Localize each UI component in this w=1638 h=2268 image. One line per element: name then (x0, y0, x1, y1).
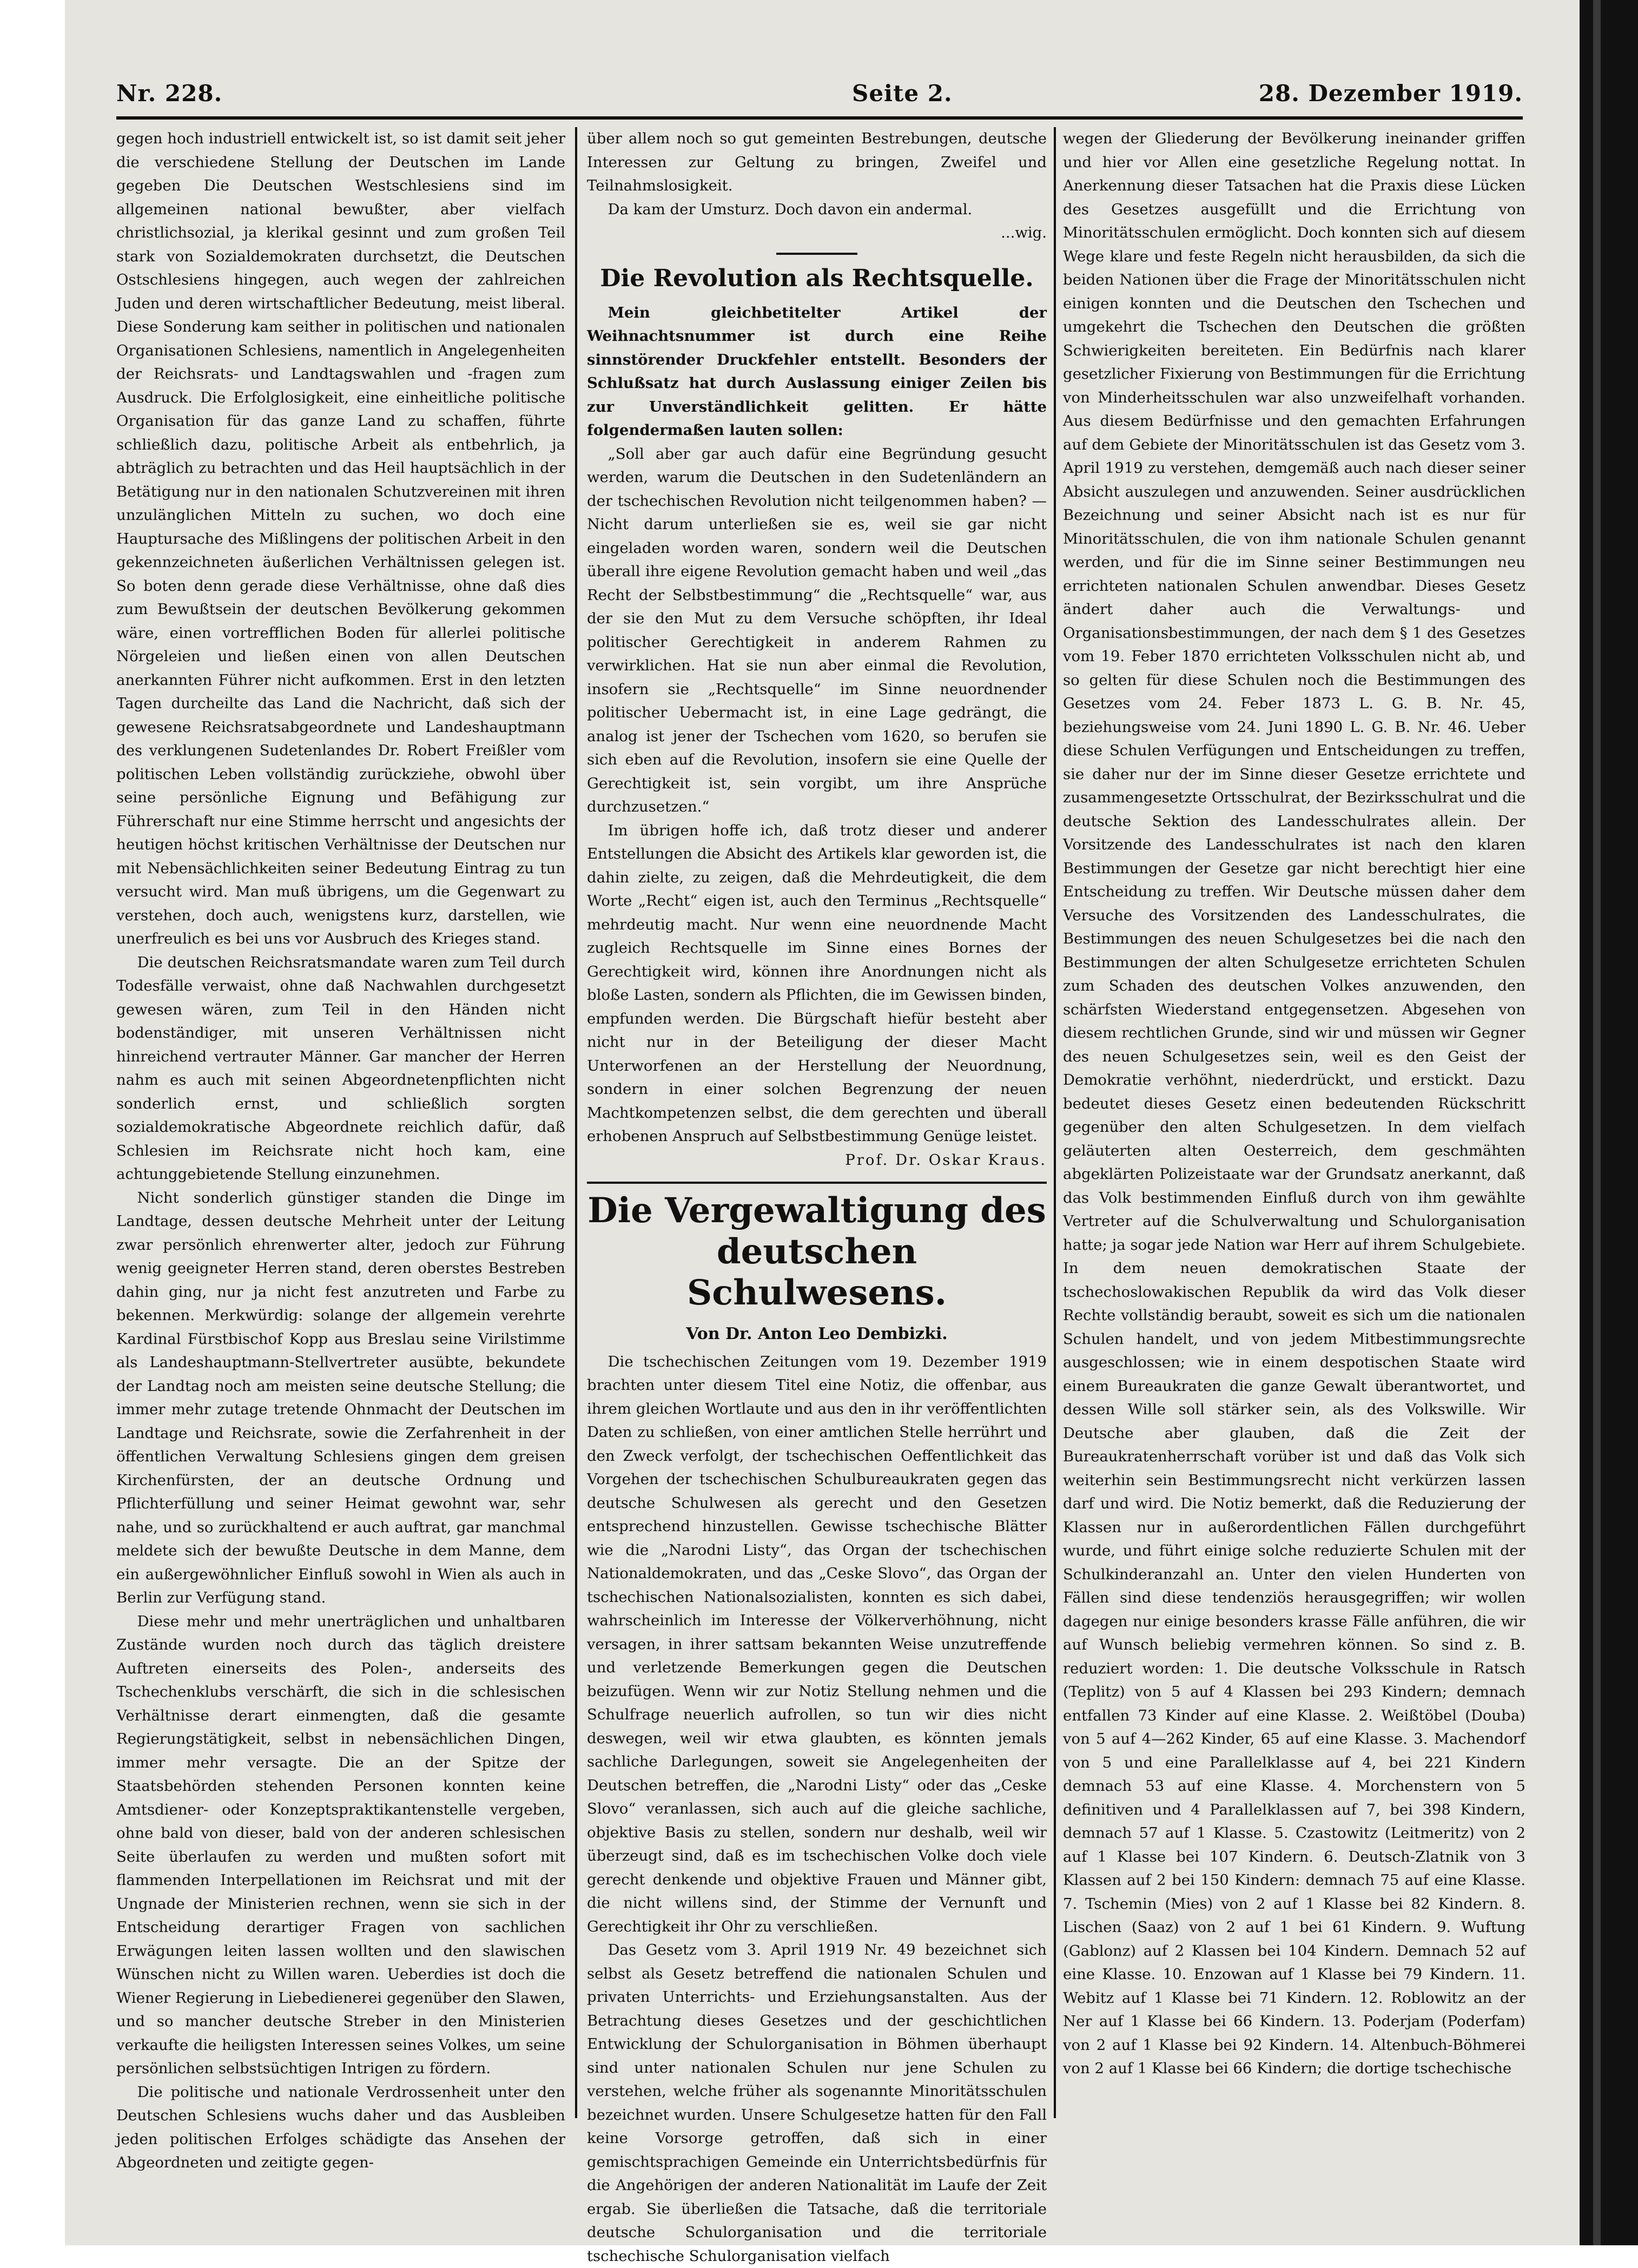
paragraph: Im übrigen hoffe ich, daß trotz dieser und anderer Entstellungen die Absicht des Artikels klar geworden ist, die dahin zielte, zu zeigen, daß die Mehrdeutigkeit, die dem Worte „Recht“ eigen ist, auch den Terminus „Rechtsquelle“ mehrdeutig macht. Nur wenn eine neuordnende Macht zugleich Rechtsquelle im Sinne eines Bornes der Gerechtigkeit wird, können ihre Anordnungen nicht als bloße Lasten, sondern als Pflichten, die im Gewissen binden, empfunden werden. Die Bürgschaft hiefür besteht aber nicht nur in der Beteiligung der dieser Macht Unterworfenen an der Herstellung der Neuordnung, sondern in einer solchen Begrenzung der neuen Machtkompetenzen selbst, die dem gerechten und überall erhobenen Anspruch auf Selbstbestimmung Genüge leistet. (587, 821, 1047, 1145)
scan-edge-right (1580, 0, 1638, 2245)
paragraph: Mein gleichbetitelter Artikel der Weihnachtsnummer ist durch eine Reihe sinnstörender Druckfehler entstellt. Besonders der Schlußsatz hat durch Auslassung einiger Zeilen bis zur Unverständlichkeit gelitten. Er hätte folgendermaßen lauten sollen: (587, 304, 1047, 439)
issue-date: 28. Dezember 1919. (1258, 80, 1523, 107)
paragraph: Da kam der Umsturz. Doch davon ein andermal. (607, 200, 973, 218)
scan-edge-shadow (1593, 0, 1601, 2245)
paragraph: Die politische und nationale Verdrossenheit unter den Deutschen Schlesiens wuchs daher und das Ausbleiben jeden politischen Erfolges schädigte das Ansehen der Abgeordneten und zeitigte gegen- (116, 2083, 565, 2171)
paragraph: Diese mehr und mehr unerträglichen und unhaltbaren Zustände wurden noch durch das täglich dreistere Auftreten einerseits des Polen-, anderseits des Tschechenklubs verschärft, die sich in die schlesischen Verhältnisse derart einmengten, daß die gesamte Regierungstätigkeit, selbst in nebensächlichen Dingen, immer mehr versagte. Die an der Spitze der Staatsbehörden stehenden Personen konnten keine Amtsdiener- oder Konzeptspraktikantenstelle vergeben, ohne bald von dieser, bald von der anderen schlesischen Seite überlaufen zu werden und mußten sofort mit flammenden Interpellationen im Reichsrat und mit der Ungnade der Ministerien rechnen, wenn sie sich in der Entscheidung derartiger Fragen von sachlichen Erwägungen leiten lassen wollten und den slawischen Wünschen nicht zu Willen waren. Ueberdies ist doch die Wiener Regierung in Liebedienerei gegenüber den Slawen, und so mancher deutsche Streber in den Ministerien verkaufte die heiligsten Interessen seines Volkes, um seine persönlichen selbstsüchtigen Intrigen zu fördern. (116, 1612, 565, 2077)
paragraph: wegen der Gliederung der Bevölkerung ineinander griffen und hier vor Allen eine gesetzliche Regelung nottat. In Anerkennung dieser Tatsachen hat die Praxis diese Lücken des Gesetzes ausgefüllt und die Errichtung von Minoritätsschulen ermöglicht. Doch konnten sich auf diesem Wege klare und feste Regeln nicht herausbilden, da sich die beiden Nationen über die Frage der Minoritätsschulen nicht einigen konnten und die Deutschen den Tschechen und umgekehrt die Tschechen den Deutschen die größten Schwierigkeiten bereiteten. Ein Bedürfnis nach klarer gesetzlicher Fixierung von Bestimmungen für die Errichtung von Minderheitsschulen war also unzweifelhaft vorhanden. Aus diesem Bedürfnisse und den gemachten Erfahrungen auf dem Gebiete der Minoritätsschulen ist das Gesetz vom 3. April 1919 zu verstehen, demgemäß auch nach dieser seiner Absicht auszulegen und anzuwenden. Seiner ausdrücklichen Bezeichnung und seiner Absicht nach ist es nur für Minoritätsschulen, die von ihm nationale Schulen genannt werden, und für die im Sinne seiner Bestimmungen neu errichteten nationalen Schulen anwendbar. Dieses Gesetz ändert daher auch die Verwaltungs- und Organisationsbestimmungen, der nach dem § 1 des Gesetzes vom 19. Feber 1870 errichteten Volksschulen nicht ab, und so gelten für diese Schulen noch die Bestimmungen des Gesetzes vom 24. Feber 1873 L. G. B. Nr. 45, beziehungsweise vom 24. Juni 1890 L. G. B. Nr. 46. Ueber diese Schulen Verfügungen und Entscheidungen zu treffen, sie daher nur der im Sinne dieser Gesetze errichtete und zusammengesetzte Ortsschulrat, der Bezirksschulrat und die deutsche Sektion des Landesschulrates allein. Der Vorsitzende des Landesschulrates ist nach den klaren Bestimmungen der Gesetze gar nicht berechtigt hier eine Entscheidung zu treffen. Wir Deutsche müssen daher dem Versuche des Vorsitzenden des Landesschulrates, die Bestimmungen des neuen Schulgesetzes bei die nach den Bestimmungen der alten Schulgesetze errichteten Schulen zum Schaden des deutschen Volkes anzuwenden, den schärfsten Wiederstand entgegensetzen. Abgesehen von diesem rechtlichen Grunde, sind wir und müssen wir Gegner des neuen Schulgesetzes sein, weil es den Geist der Demokratie verhöhnt, niederdrückt, und erstickt. Dazu bedeutet dieses Gesetz einen bedeutenden Rückschritt gegenüber den alten Schulgesetzen. In dem vielfach geläuterten alten Oesterreich, dem geschmähten abgeklärten Polizeistaate war der Grundsatz anerkannt, daß das Volk bestimmenden Einfluß durch von ihm gewählte Vertreter auf die Schulverwaltung und Schulorganisation hatte; ja sogar jede Nation war Herr auf ihrem Schulgebiete. In dem neuen demokratischen Staate der tschechoslowakischen Republik da wird das Volk dieser Rechte vollständig beraubt, soweit es sich um die nationalen Schulen handelt, und von jedem Mitbestimmungsrechte ausgeschlossen; wie in einem despotischen Staate wird einem Bureaukraten die ganze Gewalt überantwortet, und dessen Wille soll stärker sein, als des Volkswille. Wir Deutsche aber glauben, daß die Zeit der Bureaukratenherrschaft vorüber ist und daß das Volk sich weiterhin sein Bestimmungsrecht nicht verkürzen lassen darf und wird. Die Notiz bemerkt, daß die Reduzierung der Klassen nur in außerordentlichen Fällen durchgeführt wurde, und führt einige solche reduzierte Schulen mit der Schulkinderanzahl an. Unter den vielen Hunderten von Fällen sind diese tendenziös herausgegriffen; wir wollen dagegen nur einige besonders krasse Fälle anführen, die wir auf Wunsch beliebig vermehren können. So sind z. B. reduziert worden: 1. Die deutsche Volksschule in Ratsch (Teplitz) von 5 auf 4 Klassen bei 293 Kindern; demnach entfallen 73 Kinder auf eine Klasse. 2. Weißtöbel (Douba) von 5 auf 4—262 Kinder, 65 auf eine Klasse. 3. Machendorf von 5 und eine Parallelklasse auf 4, bei 221 Kindern demnach 53 auf eine Klasse. 4. Morchenstern von 5 definitiven und 4 Parallelklassen auf 7, bei 398 Kindern, demnach 57 auf 1 Klasse. 5. Czastowitz (Leitmeritz) von 2 auf 1 Klasse bei 107 Kindern. 6. Deutsch-Zlatnik von 3 Klassen auf 2 bei 150 Kindern: demnach 75 auf eine Klasse. 7. Tschemin (Mies) von 2 auf 1 Klasse bei 82 Kindern. 8. Lischen (Saaz) von 2 auf 1 bei 61 Kindern. 9. Wuftung (Gablonz) auf 2 Klassen bei 104 Kindern. Demnach 52 auf eine Klasse. 10. Enzowan auf 1 Klasse bei 79 Kindern. 11. Webitz auf 1 Klasse bei 71 Kindern. 12. Roblowitz an der Ner auf 1 Klasse bei 66 Kindern. 13. Poderjam (Poderfam) von 2 auf 1 Klasse bei 92 Kindern. 14. Altenbuch-Böhmerei von 2 auf 1 Klasse bei 66 Kindern; die dortige tschechische (1063, 130, 1525, 2077)
paragraph: Nicht sonderlich günstiger standen die Dinge im Landtage, dessen deutsche Mehrheit unter der Leitung zwar persönlich ehrenwerter alter, jedoch zur Führung wenig geeigneter Herren stand, deren oberstes Bestreben dahin ging, nur ja nicht fest anzutreten und Farbe zu bekennen. Merkwürdig: solange der allgemein verehrte Kardinal Fürstbischof Kopp aus Breslau seine Virilstimme als Landeshauptmann-Stellvertreter ausübte, bekundete der Landtag noch am meisten seine deutsche Stellung; die immer mehr zutage tretende Ohnmacht der Deutschen im Landtage und Reichsrate, sowie die Zerfahrenheit in der öffentlichen Verwaltung Schlesiens gingen dem greisen Kirchenfürsten, der an deutsche Ordnung und Pflichterfüllung und seiner Heimat gewohnt war, sehr nahe, und so zurückhaltend er auch auftrat, gar manchmal meldete sich der bewußte Deutsche in dem Manne, dem ein außergewöhnlicher Einfluß sowohl in Wien als auch in Berlin zur Verfügung stand. (116, 1189, 565, 1606)
paragraph: über allem noch so gut gemeinten Bestrebungen, deutsche Interessen zur Geltung zu bringen, Zweifel und Teilnahmslosigkeit. (587, 130, 1047, 194)
column-2 (587, 127, 1047, 2265)
paragraph: gegen hoch industriell entwickelt ist, so ist damit seit jeher die verschiedene Stellung der Deutschen im Lande gegeben Die Deutschen Westschlesiens sind im allgemeinen national bewußter, aber vielfach christlichsozial, ja klerikal gesinnt und zum großen Teil stark von Sozialdemokraten durchsetzt, die Deutschen Ostschlesiens hingegen, auch wegen der zahlreichen Juden und deren wirtschaftlicher Bedeutung, meist liberal. Diese Sonderung kam seither in politischen und nationalen Organisationen Schlesiens, namentlich in Angelegenheiten der Reichsrats- und Landtagswahlen und -fragen zum Ausdruck. Die Erfolglosigkeit, eine einheitliche politische Organisation für das ganze Land zu schaffen, führte schließlich dazu, politische Arbeit als entbehrlich, ja abträglich zu betrachten und das Heil hauptsächlich in der Betätigung nur in den nationalen Schutzvereinen mit ihren unzulänglichen Mitteln zu suchen, wo doch eine Hauptursache des Mißlingens der politischen Arbeit in den gekennzeichneten äußerlichen Verhältnissen gelegen ist. So boten denn gerade diese Verhältnisse, ohne daß dies zum Bewußtsein der deutschen Bevölkerung gekommen wäre, einen vortrefflichen Boden für allerlei politische Nörgeleien und ließen einen von allen Deutschen anerkannten Führer nicht aufkommen. Erst in den letzten Tagen durcheilte das Land die Nachricht, daß sich der gewesene Reichsratsabgeordnete und Landeshauptmann des verklungenen Sudetenlandes Dr. Robert Freißler vom politischen Leben vollständig zurückziehe, obwohl über seine persönliche Eignung und Befähigung zur Führerschaft nur eine Stimme herrscht und angesichts der heutigen höchst kritischen Verhältnisse der Deutschen nur mit Nebensächlichkeiten seiner Bedeutung Eintrag zu tun versucht wird. Man muß übrigens, um die Gegenwart zu verstehen, doch auch, wenigstens kurz, darstellen, wie unerfreulich es bei uns vor Ausbruch des Krieges stand. (116, 130, 565, 947)
section-rule (587, 1182, 1047, 1184)
author-initials: ...wig. (1001, 224, 1047, 241)
article-lead (587, 301, 1047, 443)
header-rule (116, 116, 1523, 120)
column-rule (575, 127, 577, 2118)
page-header (116, 80, 1523, 113)
article-headline: Die Vergewaltigung des deutschen Schulwesens. (587, 1190, 1046, 1313)
page-number: Seite 2. (852, 80, 953, 107)
paragraph: Das Gesetz vom 3. April 1919 Nr. 49 bezeichnet sich selbst als Gesetz betreffend die nationalen Schulen und privaten Unterrichts- und Erziehungsanstalten. Aus der Betrachtung dieses Gesetzes und der geschichtlichen Entwicklung der Schulorganisation in Böhmen überhaupt sind unter nationalen Schulen nur jene Schulen zu verstehen, welche früher als sogenannte Minoritätsschulen bezeichnet wurden. Unsere Schulgesetze hatten für den Fall keine Vorsorge getroffen, daß sich in einer gemischtsprachigen Gemeinde ein Unterrichtsbedürfnis für die Angehörigen der anderen Nationalität im Laufe der Zeit ergab. Sie überließen die Tatsache, daß die territoriale deutsche Schulorganisation und die territoriale tschechische Schulorganisation vielfach (587, 1941, 1047, 2265)
issue-number: Nr. 228. (116, 80, 223, 107)
column-3 (1063, 127, 1525, 2118)
article-byline: Von Dr. Anton Leo Dembizki. (686, 1324, 948, 1343)
paragraph: Die deutschen Reichsratsmandate waren zum Teil durch Todesfälle verwaist, ohne daß Nachwahlen durchgesetzt gewesen wären, zum Teil in den Händen nicht bodenständiger, mit unseren Verhältnissen nicht hinreichend vertrauter Männer. Gar mancher der Herren nahm es auch mit seinen Abgeordnetenpflichten nicht sonderlich ernst, und schließlich sorgten sozialdemokratische Abgeordnete reichlich dafür, daß Schlesien im Reichsrate nicht hoch kam, eine achtunggebietende Stellung einzunehmen. (116, 953, 565, 1183)
article-signature: Prof. Dr. Oskar Kraus. (845, 1151, 1047, 1169)
column-rule (1054, 127, 1056, 2118)
article-headline: Die Revolution als Rechtsquelle. (600, 264, 1034, 292)
section-rule (776, 253, 857, 255)
page-margin-left (0, 0, 65, 2245)
column-1 (116, 127, 565, 2171)
paragraph: „Soll aber gar auch dafür eine Begründung gesucht werden, warum die Deutschen in den Sudetenländern an der tschechischen Revolution nicht teilgenommen haben? — Nicht darum unterließen sie es, weil sie gar nicht eingeladen worden waren, sondern weil die Deutschen überall ihre eigene Revolution gemacht haben und weil „das Recht der Selbstbestimmung“ die „Rechtsquelle“ war, aus der sie den Mut zu dem Versuche schöpften, ihr Ideal politischer Gerechtigkeit in anderem Rahmen zu verwirklichen. Hat sie nun aber einmal die Revolution, insofern sie „Rechtsquelle“ im Sinne neuordnender politischer Uebermacht ist, in eine Lage gedrängt, die analog ist jener der Tschechen vom 1620, so berufen sie sich eben auf die Revolution, insofern sie eine Quelle der Gerechtigkeit ist, sein vorgibt, um ihre Ansprüche durchzusetzen.“ (587, 445, 1047, 815)
paragraph: Die tschechischen Zeitungen vom 19. Dezember 1919 brachten unter diesem Titel eine Notiz, die offenbar, aus ihrem gleichen Wortlaute und aus den in ihr veröffentlichten Daten zu schließen, von einer amtlichen Stelle herrührt und den Zweck verfolgt, der tschechischen Oeffentlichkeit das Vorgehen der tschechischen Schulbureaukraten gegen das deutsche Schulwesen als gerecht und den Gesetzen entsprechend hinzustellen. Gewisse tschechische Blätter wie die „Narodni Listy“, das Organ der tschechischen Nationaldemokraten, und das „Ceske Slovo“, das Organ der tschechischen Nationalsozialisten, konnten es sich dabei, wahrscheinlich im Interesse der Völkerverhöhnung, nicht versagen, in ihrer sattsam bekannten Weise unzutreffende und verletzende Bemerkungen gegen die Deutschen beizufügen. Wenn wir zur Notiz Stellung nehmen und die Schulfrage neuerlich aufrollen, so tun wir dies nicht deswegen, weil wir etwa glaubten, es könnten jemals sachliche Darlegungen, soweit sie Angelegenheiten der Deutschen betreffen, die „Narodni Listy“ oder das „Ceske Slovo“ veranlassen, sich auch auf die gleiche sachliche, objektive Basis zu stellen, sondern nur deshalb, weil wir überzeugt sind, daß es im tschechischen Volke doch viele gerecht denkende und objektive Frauen und Männer gibt, die nicht willens sind, der Stimme der Vernunft und Gerechtigkeit ihr Ohr zu verschließen. (587, 1353, 1047, 1935)
